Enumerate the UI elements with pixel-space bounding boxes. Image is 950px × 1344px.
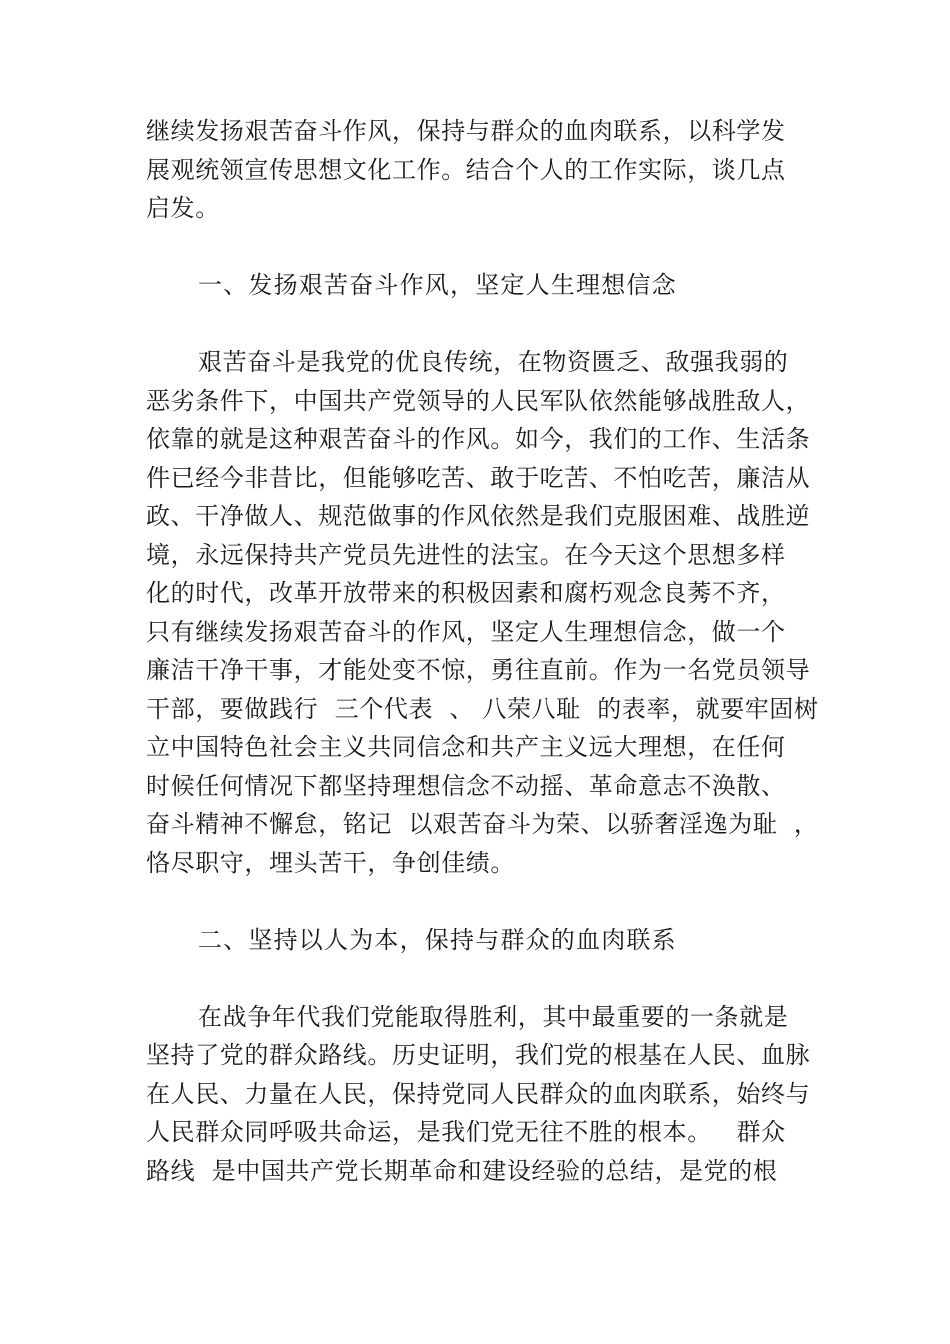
- text-line: 只有继续发扬艰苦奋斗的作风，坚定人生理想信念，做一个: [146, 617, 786, 646]
- text-line: 境，永远保持共产党员先进性的法宝。在今天这个思想多样: [146, 540, 786, 569]
- text-line: 路线 是中国共产党长期革命和建设经验的总结，是党的根: [146, 1156, 778, 1185]
- text-line: 人民群众同呼吸共命运，是我们党无往不胜的根本。 群众: [146, 1118, 786, 1146]
- text-line: 恶劣条件下，中国共产党领导的人民军队依然能够战胜敌人，: [146, 386, 811, 415]
- text-line: 艰苦奋斗是我党的优良传统，在物资匮乏、敌强我弱的: [198, 348, 789, 376]
- paragraph-section-2: [146, 998, 811, 1191]
- text-line: 继续发扬艰苦奋斗作风，保持与群众的血肉联系，以科学发: [146, 117, 786, 145]
- heading-text: 一、发扬艰苦奋斗作风，坚定人生理想信念: [198, 271, 677, 299]
- text-line: 干部，要做践行 三个代表 、 八荣八耻 的表率，就要牢固树: [146, 694, 819, 723]
- paragraph-spacer: [146, 305, 806, 344]
- text-line: 件已经今非昔比，但能够吃苦、敢于吃苦、不怕吃苦，廉洁从: [146, 463, 811, 492]
- text-line: 廉洁干净干事，才能处变不惊，勇往直前。作为一名党员领导: [146, 656, 811, 684]
- text-line: 化的时代，改革开放带来的积极因素和腐朽观念良莠不齐，: [146, 579, 786, 607]
- paragraph-spacer: [146, 959, 806, 998]
- section-heading-1: [146, 266, 806, 305]
- paragraph-spacer: [146, 228, 806, 267]
- paragraph-intro: [146, 112, 806, 228]
- text-line: 政、干净做人、规范做事的作风依然是我们克服困难、战胜逆: [146, 502, 811, 530]
- text-line: 在战争年代我们党能取得胜利，其中最重要的一条就是: [198, 1002, 789, 1031]
- heading-text: 二、坚持以人为本，保持与群众的血肉联系: [198, 925, 677, 954]
- text-line: 恪尽职守，埋头苦干，争创佳绩。: [146, 848, 515, 877]
- text-line: 奋斗精神不懈怠，铭记 以艰苦奋斗为荣、以骄奢淫逸为耻 ，: [146, 810, 819, 838]
- text-line: 在人民、力量在人民，保持党同人民群众的血肉联系，始终与: [146, 1079, 811, 1108]
- text-line: 立中国特色社会主义共同信念和共产主义远大理想，在任何: [146, 733, 786, 761]
- section-heading-2: [146, 921, 806, 960]
- paragraph-section-1: [146, 343, 819, 882]
- text-line: 启发。: [146, 194, 220, 222]
- text-line: 时候任何情况下都坚持理想信念不动摇、革命意志不涣散、: [146, 771, 786, 800]
- text-line: 展观统领宣传思想文化工作。结合个人的工作实际，谈几点: [146, 155, 786, 184]
- document-page: [146, 112, 819, 1190]
- text-line: 坚持了党的群众路线。历史证明，我们党的根基在人民、血脉: [146, 1041, 811, 1069]
- text-line: 依靠的就是这种艰苦奋斗的作风。如今，我们的工作、生活条: [146, 425, 811, 453]
- paragraph-spacer: [146, 882, 806, 921]
